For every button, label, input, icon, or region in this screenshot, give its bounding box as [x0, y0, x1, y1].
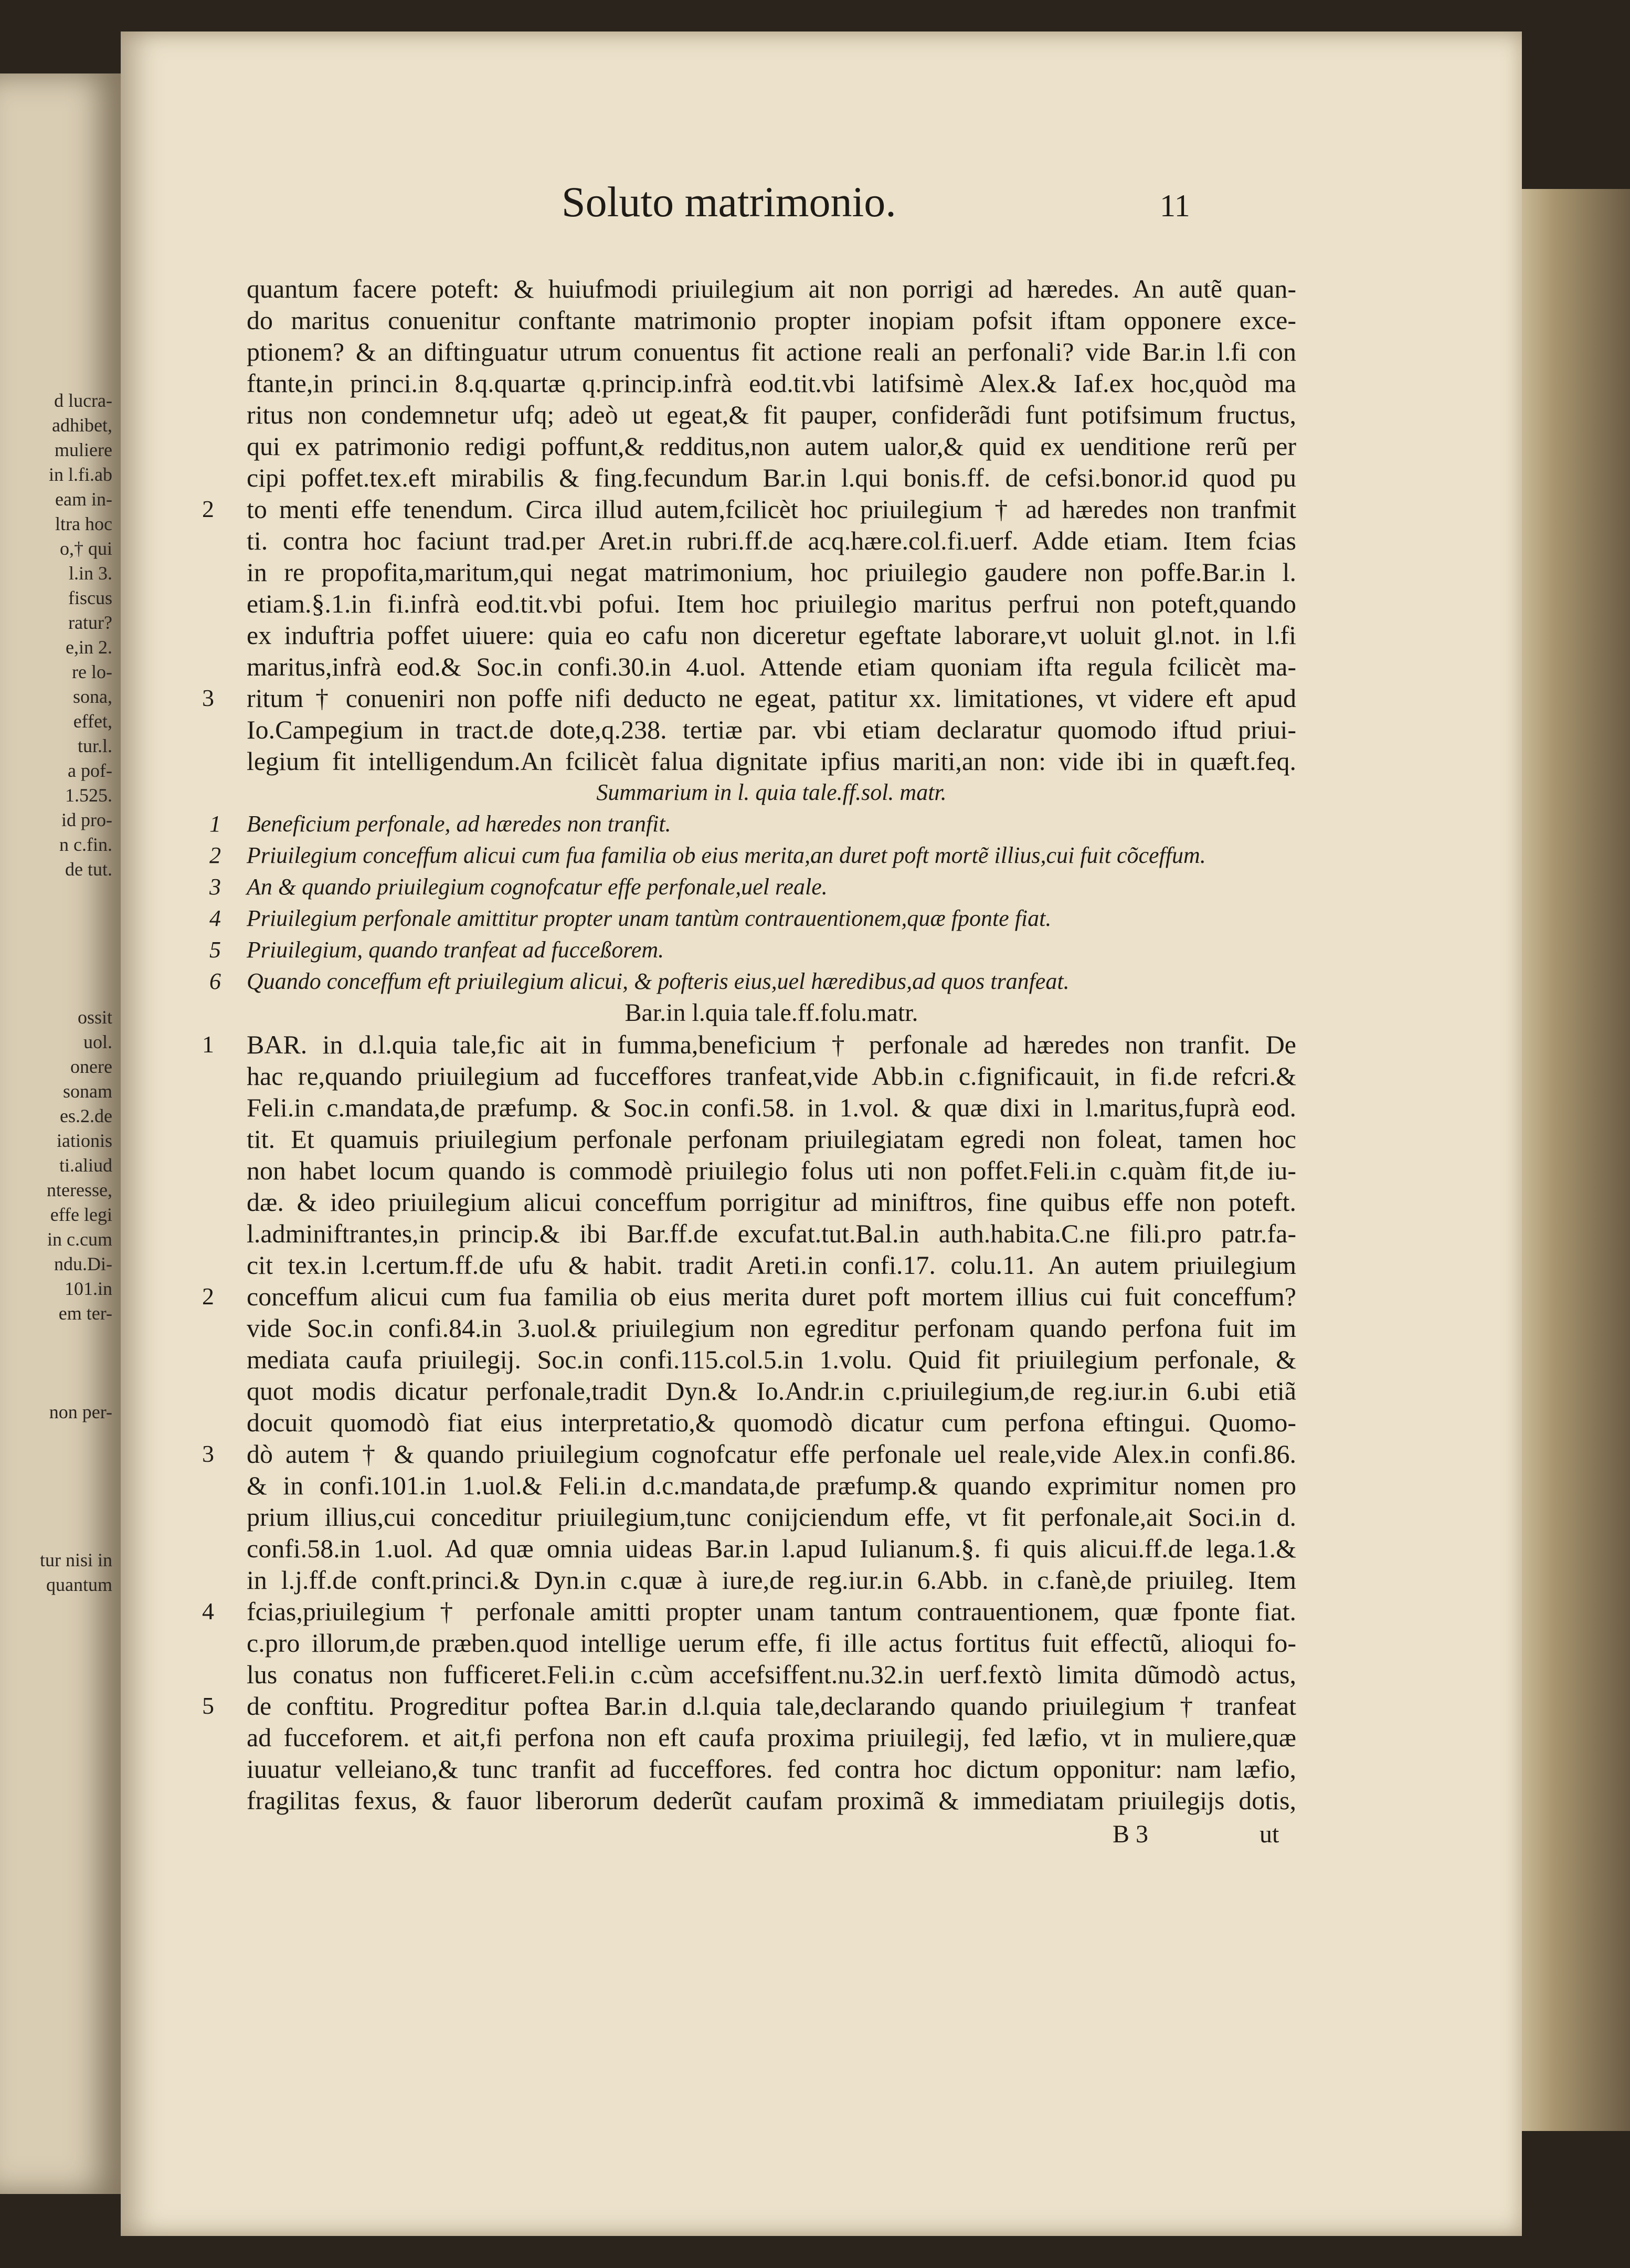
- text-line: [247, 336, 1296, 367]
- text-line: [247, 1312, 1296, 1344]
- line-text: quantum facere poteft: & huiufmodi priuilegium ait non porrigi ad hæredes. An autẽ quan-: [247, 274, 1296, 303]
- left-page-fragment: effe legi: [50, 1204, 112, 1225]
- line-text: vide Soc.in confi.84.in 3.uol.& priuilegium non egreditur perfonam quando perfona fuit im: [247, 1313, 1296, 1343]
- page-footer: [247, 1816, 1296, 1853]
- line-text: in l.j.ff.de conft.princi.& Dyn.in c.quæ à iure,de reg.iur.in 6.Abb. in c.fanè,de priuileg. Item: [247, 1565, 1296, 1595]
- text-line: [247, 1753, 1296, 1785]
- summary-item-number: 3: [209, 874, 221, 900]
- summary-item-text: Priuilegium, quando tranfeat ad fucceßorem.: [247, 937, 664, 963]
- left-page-fragment: es.2.de: [60, 1105, 112, 1126]
- margin-reference-number: 5: [202, 1692, 214, 1719]
- text-line: [202, 493, 1296, 525]
- summary-item-text: Beneficium perfonale, ad hæredes non tranfit.: [247, 811, 671, 837]
- line-text: c.pro illorum,de præben.quod intellige uerum effe, fi ille actus fortitus fuit effectũ, alioqui fo-: [247, 1628, 1296, 1658]
- summary-item-number: 4: [209, 905, 221, 931]
- text-line: [247, 525, 1296, 556]
- text-line: [247, 1470, 1296, 1501]
- summary-item: [209, 966, 1296, 997]
- summary-item-number: 1: [209, 811, 221, 837]
- margin-reference-number: 3: [202, 684, 214, 711]
- left-page-fragment: nteresse,: [47, 1179, 112, 1200]
- left-page-fragment: re lo-: [72, 661, 112, 682]
- line-text: to menti effe tenendum. Circa illud autem,fcilicèt hoc priuilegium † ad hæredes non tranfmit: [247, 494, 1296, 524]
- summary-item-number: 5: [209, 937, 221, 963]
- line-text: ftante,in princi.in 8.q.quartæ q.princip.infrà eod.tit.vbi latifsimè Alex.& Iaf.ex hoc,quòd ma: [247, 368, 1296, 398]
- left-page-fragment: effet,: [73, 711, 112, 732]
- text-line: [202, 1029, 1296, 1060]
- text-line: [247, 273, 1296, 304]
- summary-item-number: 2: [209, 842, 221, 868]
- left-page-fragment: adhibet,: [52, 415, 112, 436]
- line-text: hac re,quando priuilegium ad fucceffores tranfeat,vide Abb.in c.fignificauit, in fi.de refcri.&: [247, 1061, 1296, 1091]
- left-page-fragment: 101.in: [64, 1278, 112, 1299]
- text-line: [247, 1564, 1296, 1596]
- line-text: iuuatur velleiano,& tunc tranfit ad fucceffores. fed contra hoc dictum opponitur: nam læfio,: [247, 1754, 1296, 1784]
- text-block: [202, 273, 1296, 1853]
- line-text: Io.Campegium in tract.de dote,q.238. tertiæ par. vbi etiam declaratur quomodo iftud priui-: [247, 715, 1296, 744]
- text-line: [247, 1249, 1296, 1281]
- margin-reference-number: 2: [202, 1283, 214, 1310]
- line-text: ritum † conueniri non poffe nifi deducto ne egeat, patitur xx. limitationes, vt videre eft apud: [247, 683, 1296, 713]
- line-text: legium fit intelligendum.An fcilicèt falua dignitate ipfius mariti,an non: vide ibi in quæft.feq.: [247, 746, 1296, 776]
- text-line: [247, 1533, 1296, 1564]
- summary-list: [209, 808, 1296, 997]
- summary-heading: Summarium in l. quia tale.ff.sol. matr.: [596, 779, 947, 805]
- paragraph-1: [202, 273, 1296, 777]
- line-text: cipi poffet.tex.eft mirabilis & fing.fecundum Bar.in l.qui bonis.ff. de cefsi.bonor.id quod pu: [247, 463, 1296, 492]
- left-page-fragment: 1.525.: [65, 785, 112, 806]
- text-line: [247, 1186, 1296, 1218]
- left-page-fragment: iationis: [57, 1130, 112, 1151]
- summary-item-text: Priuilegium perfonale amittitur propter unam tantùm contrauentionem,quæ fponte fiat.: [247, 905, 1052, 931]
- left-facing-page: [0, 73, 121, 2194]
- left-page-fragment: sonam: [63, 1081, 112, 1102]
- text-line: [247, 1407, 1296, 1438]
- paragraph-2: [202, 1029, 1296, 1816]
- line-text: tit. Et quamuis priuilegium perfonale perfonam priuilegiatam egredi non foleat, tamen hoc: [247, 1124, 1296, 1154]
- text-line: [247, 745, 1296, 777]
- left-page-fragment: e,in 2.: [66, 637, 112, 658]
- line-text: ptionem? & an diftinguatur utrum conuentus fit actione reali an perfonali? vide Bar.in l.fi con: [247, 337, 1296, 366]
- left-page-fragment: tur nisi in: [39, 1549, 112, 1570]
- left-page-fragment: ratur?: [68, 612, 112, 633]
- line-text: ritus non condemnetur ufq; adeò ut egeat,& fit pauper, confiderãdi funt potifsimum fructus,: [247, 400, 1296, 429]
- left-page-fragment: o,† qui: [59, 538, 112, 559]
- left-page-fragment: muliere: [55, 439, 112, 460]
- text-line: [202, 1690, 1296, 1722]
- text-line: [247, 430, 1296, 462]
- left-page-fragment: sona,: [73, 686, 112, 707]
- left-page-fragment: in c.cum: [47, 1229, 112, 1250]
- page-edge: [1522, 189, 1630, 2131]
- left-page-fragment: onere: [70, 1056, 112, 1077]
- left-page-fragment: a pof-: [68, 760, 112, 781]
- text-line: [247, 1375, 1296, 1407]
- text-line: [202, 1438, 1296, 1470]
- text-line: [247, 1092, 1296, 1123]
- line-text: quot modis dicatur perfonale,tradit Dyn.& Io.Andr.in c.priuilegium,de reg.iur.in 6.ubi etiã: [247, 1376, 1296, 1406]
- left-page-fragment: uol.: [83, 1031, 112, 1052]
- left-page-fragment: fiscus: [68, 587, 112, 608]
- text-line: [247, 1501, 1296, 1533]
- text-line: [247, 367, 1296, 399]
- text-line: [247, 1627, 1296, 1659]
- line-text: dò autem † & quando priuilegium cognofcatur effe perfonale uel reale,vide Alex.in confi.86.: [247, 1439, 1296, 1469]
- line-text: in re propofita,maritum,qui negat matrimonium, hoc priuilegio gaudere non poffe.Bar.in l.: [247, 557, 1296, 587]
- line-text: ex induftria poffet uiuere: quia eo cafu non diceretur egeftate laborare,vt uoluit gl.not. in l.fi: [247, 620, 1296, 650]
- left-page-fragment: ndu.Di-: [54, 1253, 112, 1274]
- signature-mark: B 3: [1113, 1820, 1149, 1848]
- summary-item: [209, 934, 1296, 966]
- left-page-text-fragments: [2, 388, 112, 1597]
- text-line: [247, 714, 1296, 745]
- margin-reference-number: 1: [202, 1031, 214, 1058]
- line-text: cit tex.in l.certum.ff.de ufu & habit. tradit Areti.in confi.17. colu.11. An autem priuilegium: [247, 1250, 1296, 1280]
- line-text: fragilitas fexus, & fauor liberorum dederũt caufam proximã & immediatam priuilegijs dotis,: [247, 1786, 1296, 1815]
- left-page-fragment: tur.l.: [77, 735, 112, 756]
- line-text: ad fucceforem. et ait,fi perfona non eft caufa proxima priuilegij, fed læfio, vt in muliere,quæ: [247, 1723, 1296, 1752]
- left-page-fragment: ossit: [77, 1007, 112, 1028]
- line-text: mediata caufa priuilegij. Soc.in confi.115.col.5.in 1.volu. Quid fit priuilegium perfonale, &: [247, 1345, 1296, 1374]
- left-page-fragment: l.in 3.: [68, 563, 112, 584]
- line-text: conceffum alicui cum fua familia ob eius merita duret poft mortem illius cui fuit conceffum?: [247, 1282, 1296, 1311]
- left-page-fragment: ti.aliud: [59, 1155, 112, 1176]
- left-page-fragment: id pro-: [61, 809, 112, 830]
- text-line: [247, 399, 1296, 430]
- text-line: [247, 1155, 1296, 1186]
- line-text: de conftitu. Progreditur poftea Bar.in d.l.quia tale,declarando quando priuilegium † tranfeat: [247, 1691, 1296, 1721]
- text-line: [247, 588, 1296, 619]
- text-line: [247, 462, 1296, 493]
- text-line: [202, 682, 1296, 714]
- left-page-fragment: ltra hoc: [55, 513, 112, 534]
- margin-reference-number: 3: [202, 1440, 214, 1467]
- text-line: [247, 619, 1296, 651]
- commentary-heading: Bar.in l.quia tale.ff.folu.matr.: [625, 999, 918, 1027]
- text-line: [247, 1722, 1296, 1753]
- text-line: [247, 556, 1296, 588]
- text-line: [247, 1218, 1296, 1249]
- left-page-fragment: de tut.: [65, 859, 112, 880]
- summary-item-text: Quando conceffum eft priuilegium alicui, & pofteris eius,uel hæredibus,ad quos tranfeat.: [247, 968, 1070, 994]
- text-line: [247, 651, 1296, 682]
- margin-reference-number: 4: [202, 1598, 214, 1624]
- page-header: [472, 173, 1312, 236]
- text-line: [247, 1344, 1296, 1375]
- text-line: [202, 1281, 1296, 1312]
- line-text: fcias,priuilegium † perfonale amitti propter unam tantum contrauentionem, quæ fponte fiat.: [247, 1597, 1296, 1626]
- line-text: Feli.in c.mandata,de præfump. & Soc.in confi.58. in 1.vol. & quæ dixi in l.maritus,fuprà eod.: [247, 1093, 1296, 1122]
- left-page-fragment: eam in-: [55, 489, 112, 510]
- summary-item: [209, 903, 1296, 934]
- summary-item-number: 6: [209, 968, 221, 994]
- summary-item: [209, 808, 1296, 840]
- line-text: prium illius,cui conceditur priuilegium,tunc conijciendum effe, vt fit perfonale,ait Soci.in d.: [247, 1502, 1296, 1532]
- line-text: do maritus conuenitur conftante matrimonio propter inopiam pofsit iftam opponere exce-: [247, 305, 1296, 335]
- left-page-fragment: em ter-: [58, 1303, 112, 1324]
- line-text: l.adminiftrantes,in princip.& ibi Bar.ff.de excufat.tut.Bal.in auth.habita.C.ne fili.pro patr.fa-: [247, 1219, 1296, 1248]
- summary-item: [209, 871, 1296, 903]
- left-page-fragment: n c.fin.: [59, 834, 112, 855]
- summary-item: [209, 840, 1296, 871]
- text-line: [247, 304, 1296, 336]
- left-page-fragment: in l.fi.ab: [49, 464, 112, 485]
- margin-reference-number: 2: [202, 495, 214, 522]
- text-line: [202, 1596, 1296, 1627]
- text-line: [247, 1785, 1296, 1816]
- catchword: ut: [1259, 1820, 1279, 1848]
- line-text: & in confi.101.in 1.uol.& Feli.in d.c.mandata,de præfump.& quando exprimitur nomen pro: [247, 1471, 1296, 1500]
- line-text: ti. contra hoc faciunt trad.per Aret.in rubri.ff.de acq.hære.col.fi.uerf. Adde etiam. Item fcias: [247, 526, 1296, 555]
- text-line: [247, 1659, 1296, 1690]
- line-text: confi.58.in 1.uol. Ad quæ omnia uideas Bar.in l.apud Iulianum.§. fi quis alicui.ff.de lega.1.&: [247, 1534, 1296, 1563]
- summary-item-text: An & quando priuilegium cognofcatur effe perfonale,uel reale.: [247, 874, 828, 900]
- line-text: maritus,infrà eod.& Soc.in confi.30.in 4.uol. Attende etiam quoniam ifta regula fcilicèt ma-: [247, 652, 1296, 681]
- text-line: [247, 1123, 1296, 1155]
- text-line: [247, 1060, 1296, 1092]
- line-text: lus conatus non fufficeret.Feli.in c.cùm accefsiffent.nu.32.in uerf.fextò limita dũmodò actus,: [247, 1660, 1296, 1689]
- summary-item-text: Priuilegium conceffum alicui cum fua familia ob eius merita,an duret poft mortẽ illius,cui fuit cõceffum.: [247, 842, 1206, 868]
- line-text: etiam.§.1.in fi.infrà eod.tit.vbi pofui. Item hoc priuilegio maritus perfrui non poteft,quando: [247, 589, 1296, 618]
- page-number: 11: [1160, 188, 1190, 223]
- line-text: dæ. & ideo priuilegium alicui conceffum porrigitur ad miniftros, fine quibus effe non poteft.: [247, 1187, 1296, 1217]
- line-text: qui ex patrimonio redigi poffunt,& redditus,non autem ualor,& quid ex uenditione rerũ per: [247, 431, 1296, 461]
- line-text: non habet locum quando is commodè priuilegio folus uti non poffet.Feli.in c.quàm fit,de iu-: [247, 1156, 1296, 1185]
- line-text: BAR. in d.l.quia tale,fic ait in fumma,beneficium † perfonale ad hæredes non tranfit. De: [247, 1030, 1296, 1059]
- running-title: Soluto matrimonio.: [562, 178, 896, 226]
- left-page-fragment: d lucra-: [54, 390, 112, 411]
- left-page-fragment: non per-: [49, 1401, 112, 1422]
- line-text: docuit quomodò fiat eius interpretatio,& quomodò dicatur cum perfona eftingui. Quomo-: [247, 1408, 1296, 1437]
- left-page-fragment: quantum: [46, 1574, 112, 1595]
